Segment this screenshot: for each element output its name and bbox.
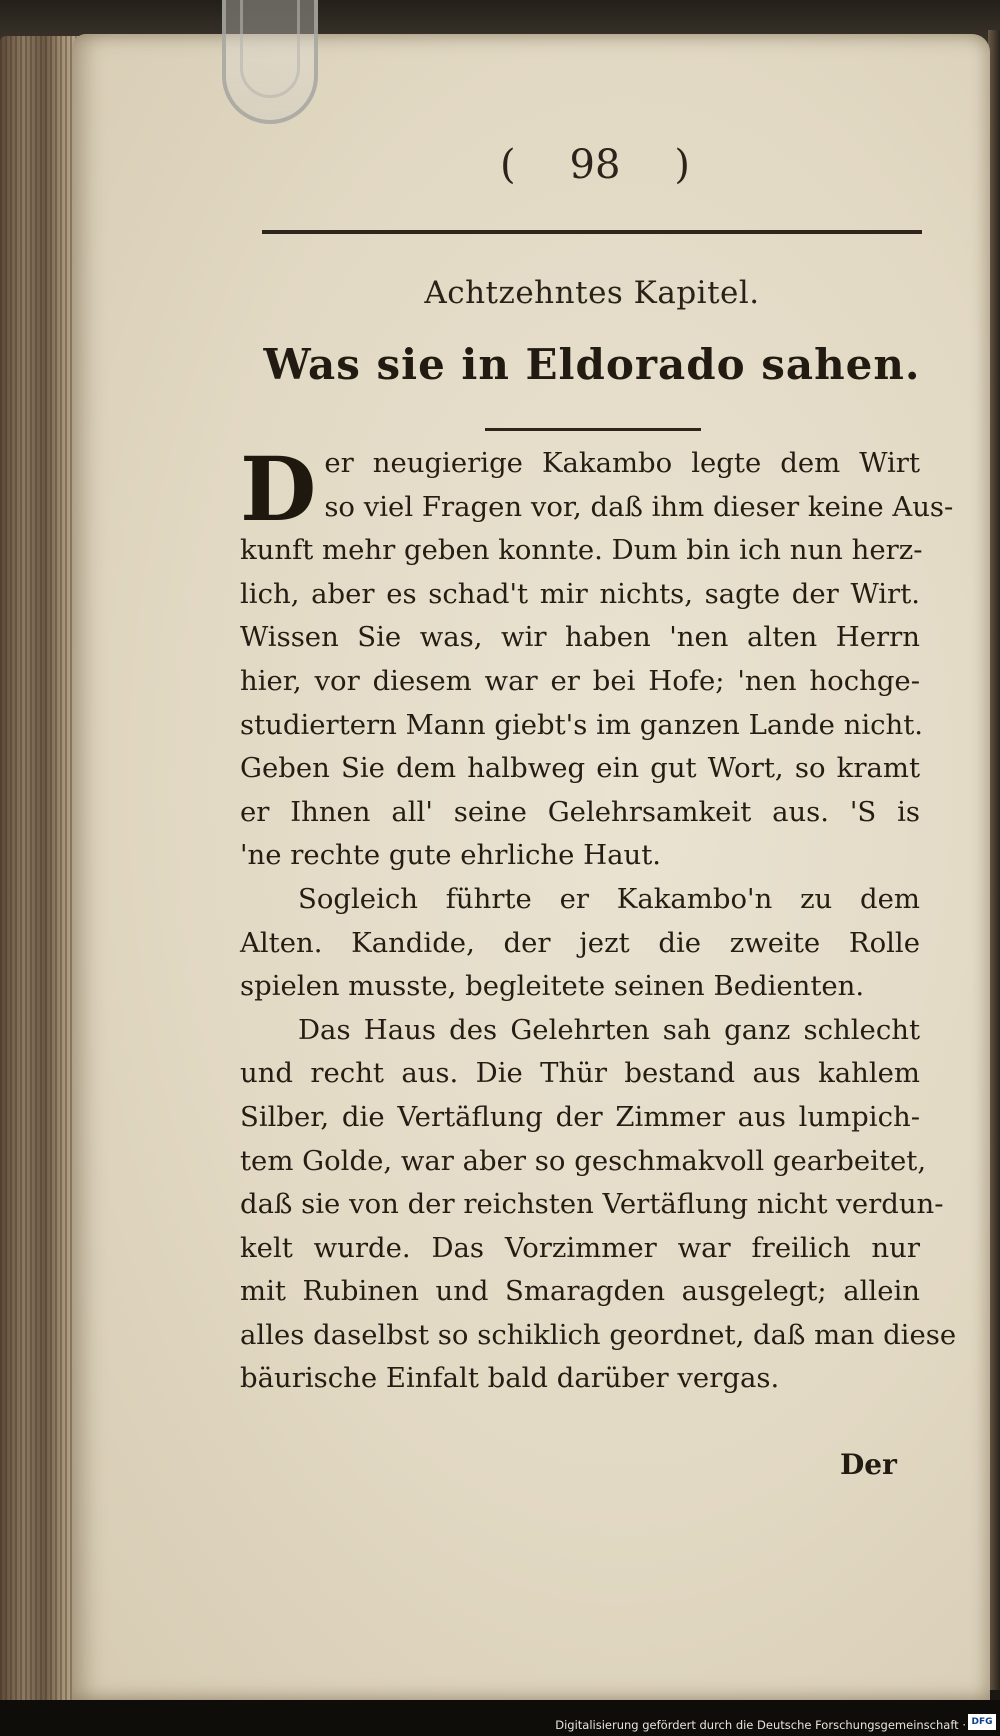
text-line: Geben Sie dem halbweg ein gut Wort, so kramt xyxy=(240,752,920,785)
text-line: tem Golde, war aber so geschmakvoll gearbeitet, xyxy=(240,1144,927,1177)
chapter-heading: Achtzehntes Kapitel. xyxy=(424,275,760,311)
text-line: Sogleich führte er Kakambo'n zu dem xyxy=(298,882,920,915)
bracket-left: ( xyxy=(500,142,516,188)
text-line: kelt wurde. Das Vorzimmer war freilich nur xyxy=(240,1231,920,1264)
bracket-right: ) xyxy=(674,142,690,188)
text-line: mit Rubinen und Smaragden ausgelegt; allein xyxy=(240,1275,920,1308)
text-line: hier, vor diesem war er bei Hofe; 'nen hochge- xyxy=(240,664,920,697)
text-line: Wissen Sie was, wir haben 'nen alten Herrn xyxy=(240,621,920,654)
text-line: studiertern Mann giebt's im ganzen Lande nicht. xyxy=(240,708,924,741)
header-rule xyxy=(262,230,922,234)
text-line: Alten. Kandide, der jezt die zweite Rolle xyxy=(240,926,920,959)
text-line: 'ne rechte gute ehrliche Haut. xyxy=(240,839,661,872)
chapter-title: Was sie in Eldorado sahen. xyxy=(263,340,921,389)
title-rule xyxy=(485,428,701,431)
text-line: kunft mehr geben konnte. Dum bin ich nun herz- xyxy=(240,534,923,567)
dfg-logo: DFG xyxy=(968,1714,996,1730)
text-line: alles daselbst so schiklich geordnet, daß man diese xyxy=(240,1318,957,1351)
page-header xyxy=(500,140,690,190)
text-line: er neugierige Kakambo legte dem Wirt xyxy=(324,447,920,479)
text-line: lich, aber es schad't mir nichts, sagte der Wirt. xyxy=(240,577,920,610)
body-text xyxy=(240,437,957,1401)
text-line: so viel Fragen vor, daß ihm dieser keine Aus- xyxy=(324,490,954,523)
text-line: daß sie von der reichsten Vertäflung nicht verdun- xyxy=(240,1188,944,1221)
catchword: Der xyxy=(840,1448,897,1481)
page-clip-inner-loop xyxy=(240,0,300,98)
page-clip-icon xyxy=(222,0,318,124)
page-number: 98 xyxy=(569,142,621,188)
text-line: spielen musste, begleitete seinen Bedienten. xyxy=(240,970,865,1003)
footer-credit: Digitalisierung gefördert durch die Deutsche Forschungsgemeinschaft · xyxy=(555,1718,966,1732)
text-line: Das Haus des Gelehrten sah ganz schlecht xyxy=(298,1013,920,1046)
drop-cap: D xyxy=(240,437,317,541)
text-line: er Ihnen all' seine Gelehrsamkeit aus. 'S is xyxy=(240,795,920,828)
text-line: bäurische Einfalt bald darüber vergas. xyxy=(240,1362,780,1395)
text-line: und recht aus. Die Thür bestand aus kahlem xyxy=(240,1057,920,1090)
book-page-edges xyxy=(0,36,80,1701)
text-line: Silber, die Vertäflung der Zimmer aus lumpich- xyxy=(240,1100,920,1133)
